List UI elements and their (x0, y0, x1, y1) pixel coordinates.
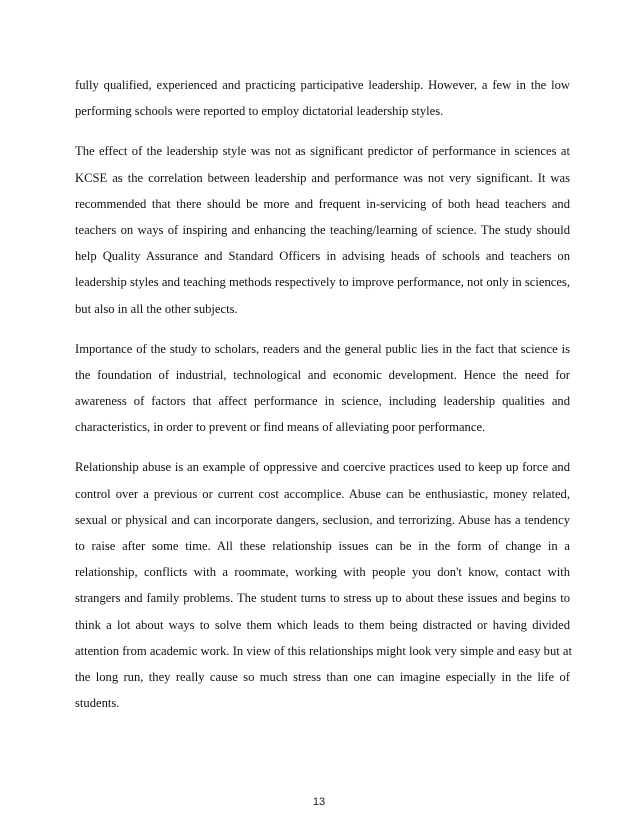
paragraph-leadership-effect (75, 138, 570, 321)
page-number: 13 (312, 796, 326, 808)
text-line: awareness of factors that affect performance in science, including leadership qualities and (75, 394, 570, 409)
text-line: attention from academic work. In view of this relationships might look very simple and easy but at (75, 643, 572, 658)
text-line: help Quality Assurance and Standard Officers in advising heads of schools and teachers on (75, 249, 570, 264)
text-line: The effect of the leadership style was not as significant predictor of performance in sciences at (75, 144, 570, 159)
text-line: but also in all the other subjects. (75, 301, 238, 316)
text-line: the long run, they really cause so much stress than one can imagine especially in the life of (75, 669, 570, 684)
text-line: sexual or physical and can incorporate dangers, seclusion, and terrorizing. Abuse has a tendency (75, 512, 570, 527)
paragraph-importance-of-study (75, 336, 570, 441)
text-line: KCSE as the correlation between leadership and performance was not very significant. It was (75, 170, 570, 185)
text-line: leadership styles and teaching methods respectively to improve performance, not only in sciences, (75, 275, 570, 290)
text-line: recommended that there should be more and frequent in-servicing of both head teachers and (75, 196, 570, 211)
text-line: Importance of the study to scholars, readers and the general public lies in the fact that science is (75, 341, 570, 356)
paragraph-relationship-abuse (75, 454, 570, 716)
text-line: fully qualified, experienced and practicing participative leadership. However, a few in the low (75, 78, 570, 92)
text-line: think a lot about ways to solve them which leads to them being distracted or having divided (75, 617, 570, 632)
text-line: relationship, conflicts with a roommate, working with people you don't know, contact with (75, 565, 570, 580)
text-line: characteristics, in order to prevent or find means of alleviating poor performance. (75, 420, 486, 435)
paragraph-leadership-findings (75, 72, 570, 124)
text-line: to raise after some time. All these relationship issues can be in the form of change in a (75, 539, 570, 553)
text-line: students. (75, 696, 120, 711)
text-line: Relationship abuse is an example of oppressive and coercive practices used to keep up force and (75, 460, 570, 475)
text-line: performing schools were reported to employ dictatorial leadership styles. (75, 104, 444, 119)
text-line: teachers on ways of inspiring and enhancing the teaching/learning of science. The study should (75, 222, 570, 237)
text-line: strangers and family problems. The student turns to stress up to about these issues and begins to (75, 591, 570, 606)
text-line: control over a previous or current cost accomplice. Abuse can be enthusiastic, money related, (75, 486, 570, 501)
document-page (75, 72, 570, 730)
text-line: the foundation of industrial, technological and economic development. Hence the need for (75, 367, 570, 382)
